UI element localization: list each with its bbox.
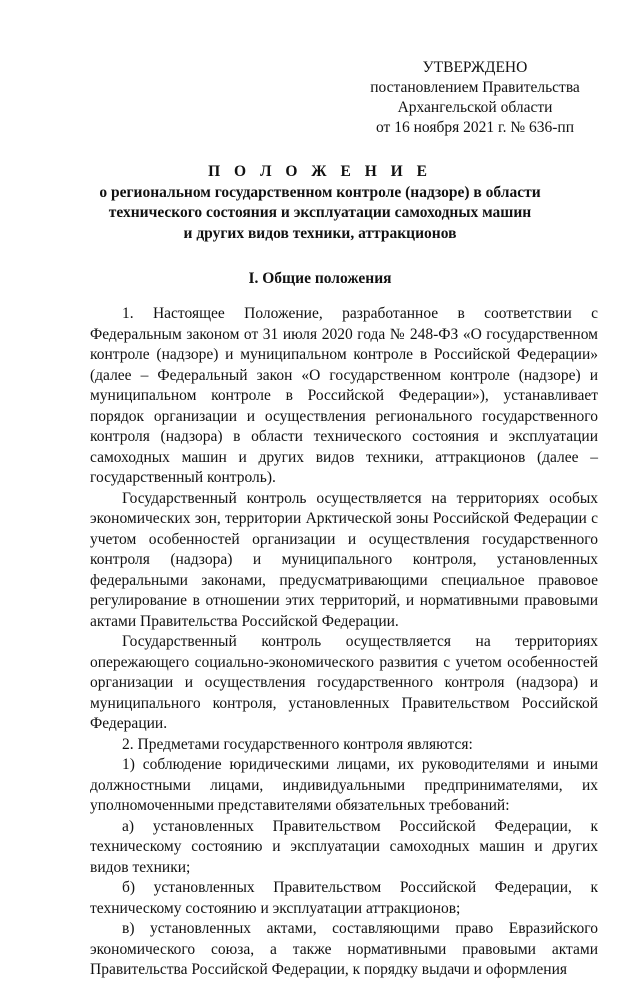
- approval-authority: постановлением Правительства: [370, 79, 580, 96]
- title-line-1: о региональном государственном контроле (надзоре) в области: [99, 183, 541, 201]
- title-line-3: и других видов техники, аттракционов: [183, 224, 457, 242]
- approval-date: от 16 ноября 2021 г. № 636-пп: [376, 119, 574, 136]
- paragraph-4: 2. Предметами государственного контроля являются:: [122, 735, 473, 753]
- approval-stamp: [360, 58, 590, 138]
- document-title: [90, 162, 550, 244]
- section-heading: I. Общие положения: [248, 270, 392, 287]
- approval-region: Архангельской области: [397, 99, 553, 116]
- paragraph-8: в) установленных актами, составляющими право Евразийского экономического союза, а также нормативными правовыми актами Правительства Российской Федерации, к порядку выдачи и оформления: [90, 920, 598, 978]
- paragraph-6: а) установленных Правительством Российской Федерации, к техническому состоянию и эксплуатации самоходных машин и других видов техники;: [90, 817, 598, 876]
- approval-title: УТВЕРЖДЕНО: [422, 59, 528, 76]
- document-body: [90, 304, 598, 981]
- title-heading: П О Л О Ж Е Н И Е: [208, 163, 432, 180]
- paragraph-7: б) установленных Правительством Российской Федерации, к техническому состоянию и эксплуатации аттракционов;: [90, 879, 598, 917]
- title-line-2: технического состояния и эксплуатации самоходных машин: [108, 204, 532, 221]
- paragraph-2: Государственный контроль осуществляется на территориях особых экономических зон, территории Арктической зоны Российской Федерации с учетом особенностей организации и осуществления государственного контроля (надзора) и муниципального контроля, установленных федеральными законами, предусматривающими специальное правовое регулирование в отношении этих территорий, и нормативными правовыми актами Правительства Российской Федерации.: [90, 489, 598, 630]
- paragraph-1: 1. Настоящее Положение, разработанное в соответствии с Федеральным законом от 31 июля 2020 года № 248-ФЗ «О государственном контроле (надзоре) и муниципальном контроле в Российской Федерации» (далее – Федеральный закон «О государственном контроле (надзоре) и муниципальном контроле в Российской Федерации»), устанавливает порядок организации и осуществления регионального государственного контроля (надзора) в области технического состояния и эксплуатации самоходных машин и других видов техники, аттракционов (далее – государственный контроль).: [90, 305, 598, 486]
- paragraph-3: Государственный контроль осуществляется на территориях опережающего социально-экономического развития с учетом особенностей организации и осуществления государственного контроля (надзора) и муниципального контроля, установленных Правительством Российской Федерации.: [90, 633, 598, 732]
- paragraph-5: 1) соблюдение юридическими лицами, их руководителями и иными должностными лицами, индивидуальными предпринимателями, их уполномоченными представителями обязательных требований:: [90, 756, 598, 814]
